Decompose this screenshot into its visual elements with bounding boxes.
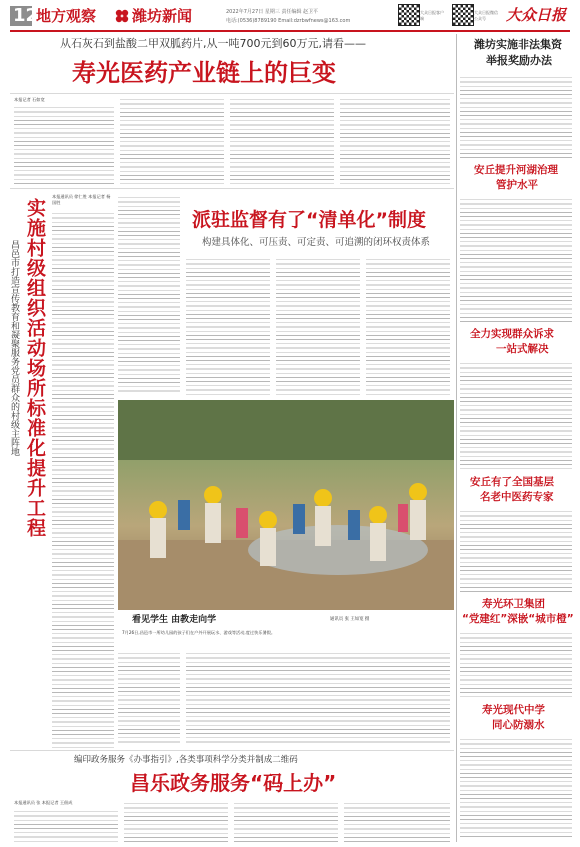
sidebar-item-3-body: [460, 508, 572, 594]
supervision-subhead: 构建具体化、可压责、可定责、可追溯的闭环权责体系: [202, 237, 431, 248]
sidebar-divider: [456, 34, 457, 842]
enforcement-headline-2: 举报奖励办法: [486, 54, 552, 67]
county-body-col-1: [52, 210, 114, 750]
bottom-byline: 本报通讯员 张 本报记者 王佃成: [14, 800, 73, 805]
county-divider: [10, 188, 454, 189]
qr-code-right: [452, 4, 474, 26]
bottom-headline: 昌乐政务服务“码上办”: [130, 771, 337, 795]
contact-line: 电话:(0536)8789190 Email:dzrbwfnews@163.com: [226, 18, 351, 24]
sidebar-item-2-title-1: 全力实现群众诉求: [470, 328, 554, 340]
lead-byline: 本报记者 石如宽: [14, 97, 45, 102]
sidebar-item-3-title-2: 名老中医药专家: [480, 491, 554, 503]
date-line: 2022年7月27日 星期三 责任编辑 赵卫平: [226, 9, 319, 15]
feature-photo: [118, 400, 454, 610]
lead-body-col-3: [230, 96, 334, 184]
county-body-col-2: [118, 194, 180, 394]
sidebar-item-1-body: [460, 196, 572, 322]
masthead-rule: [10, 30, 570, 32]
supervision-body-col-3: [366, 256, 450, 396]
bottom-kicker: 编印政务服务《办事指引》,各类事项科学分类并制成二维码: [74, 755, 298, 765]
bottom-body-col-4: [344, 800, 450, 842]
sidebar-item-1-title-1: 安丘提升河湖治理: [474, 164, 558, 176]
photo-credit: 通讯员 张 王如宽 摄: [330, 617, 370, 622]
sidebar-item-2-title-2: 一站式解决: [496, 343, 549, 355]
photo-caption-title: 看见学生 由教走向学: [132, 615, 217, 625]
lower-middle-column: [186, 650, 450, 746]
sidebar-item-4-body: [460, 630, 572, 700]
brand-logo: [114, 8, 130, 24]
enforcement-body: [460, 74, 572, 158]
section-name: 地方观察: [36, 7, 97, 25]
sidebar-item-5-title-1: 寿光现代中学: [482, 704, 545, 716]
supervision-body-col-1: [186, 256, 270, 396]
county-headline: 实施村级组织活动场所标准化提升工程: [24, 198, 46, 538]
lead-body-col-1: [14, 104, 114, 184]
lead-headline: 寿光医药产业链上的巨变: [72, 59, 336, 87]
paper-name: 大众日报: [506, 6, 567, 24]
bottom-divider: [10, 750, 454, 751]
lead-kicker: 从石灰石到盐酸二甲双胍药片,从一吨700元到60万元,请看——: [60, 37, 366, 50]
sidebar-item-5-body: [460, 736, 572, 840]
sidebar-item-4-title-2: “党建红”深嵌“城市橙”: [462, 613, 574, 625]
bottom-body-col-3: [234, 800, 338, 842]
page-number: 12: [13, 5, 39, 26]
photo-caption-text: 7月26日,昌邑市一所幼儿园的孩子们在户外开展玩水、游戏等活动,度过快乐暑假。: [122, 630, 276, 635]
bottom-body-col-2: [124, 800, 228, 842]
brand-name: 潍坊新闻: [132, 7, 193, 25]
county-subhead: 昌邑市打造宣传教育和凝聚服务党员群众的村级主阵地: [9, 240, 19, 456]
sidebar-item-3-title-1: 安丘有了全国基层: [470, 476, 554, 488]
lead-divider: [10, 93, 454, 94]
supervision-headline: 派驻监督有了“清单化”制度: [192, 209, 426, 231]
supervision-body-col-2: [276, 256, 360, 396]
page-number-box: [10, 5, 39, 26]
sidebar-item-5-title-2: 同心防溺水: [492, 719, 545, 731]
qr-left-label: 大众日报客户端: [420, 10, 444, 21]
sidebar-item-4-title-1: 寿光环卫集团: [482, 598, 545, 610]
qr-code-left: [398, 4, 420, 26]
county-byline: 本报通讯员 徐仁胜 本报记者 杨国胜: [52, 194, 111, 205]
masthead: [0, 0, 580, 34]
photo-side-column: [118, 650, 180, 746]
lead-body-col-2: [120, 96, 224, 184]
lead-body-col-4: [340, 96, 450, 184]
sidebar-item-2-body: [460, 360, 572, 470]
photo-scene: [118, 400, 454, 610]
qr-right-label: 大众日报微信公众号: [474, 10, 498, 21]
enforcement-headline-1: 潍坊实施非法集资: [474, 38, 562, 51]
sidebar-item-1-title-2: 管护水平: [496, 179, 538, 191]
bottom-body-col-1: [14, 808, 118, 842]
